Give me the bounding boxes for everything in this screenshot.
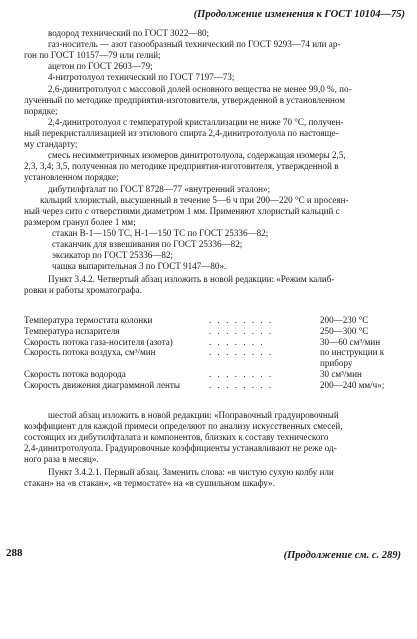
body-line: лученный по методике предприятия-изготовителя, утвержденной в установленном (24, 95, 345, 105)
body-line: ацетон по ГОСТ 2603—79; (48, 61, 153, 71)
body-line: состоящих из дибутилфталата и компонентов, близких к составу технического (24, 432, 329, 442)
conditions-value: 30 см³/мин (320, 368, 362, 379)
body-line: дибутилфталат по ГОСТ 8728—77 «внутренний эталон»; (48, 184, 271, 194)
body-line: 2,6-динитротолуол с массовой долей основного вещества не менее 99,0 %, по- (48, 84, 352, 94)
body-line: кальций хлористый, высушенный в течение 5—6 ч при 200—220 °С и просеян- (40, 195, 349, 205)
conditions-name: Скорость потока водорода (24, 368, 126, 379)
body-line: газ-носитель — азот газообразный технический по ГОСТ 9293—74 или ар- (48, 39, 341, 49)
body-line: ный через сито с отверстиями диаметром 1 мм. Применяют хлористый кальций с (24, 206, 340, 216)
body-line: 2,4-динитротолуола. Градуировочные коэффициенты устанавливают не реже од- (24, 443, 337, 453)
conditions-name: Скорость потока газа-носителя (азота) (24, 336, 173, 347)
conditions-value: прибору (320, 358, 353, 369)
body-line: смесь несимметричных изомеров динитротолуола, содержащая изомеры 2,5, (48, 150, 346, 160)
dot-leader: . . . . . . . . (209, 315, 274, 325)
conditions-row (24, 369, 408, 380)
dot-leader: . . . . . . . . (209, 325, 274, 336)
body-line: коэффициент для каждой примеси определяют по анализу искусственных смесей, (24, 421, 343, 431)
conditions-row (24, 347, 408, 358)
dot-leader: . . . . . . . . (209, 379, 274, 390)
body-line: 2,4-динитротолуол с температурой кристаллизации не ниже 70 °С, получен- (48, 117, 344, 127)
continuation-note: (Продолжение см. с. 289) (283, 550, 401, 561)
body-line: гон по ГОСТ 10157—79 или гелий; (24, 50, 161, 60)
dot-leader: . . . . . . . (209, 336, 265, 347)
conditions-value: 200—230 °С (320, 315, 369, 325)
conditions-value: 250—300 °С (320, 325, 369, 336)
conditions-row (24, 315, 408, 326)
body-line: ный перекристаллизацией из этилового спирта 2,4-динитротолуола по настояще- (24, 128, 339, 138)
conditions-value: 30—60 см³/мин (320, 336, 381, 347)
dot-leader: . . . . . . . . (209, 368, 274, 379)
dot-leader: . . . . . . . . (209, 347, 274, 358)
body-line: Пункт 3.4.2.1. Первый абзац. Заменить слова: «в чистую сухую колбу или (48, 467, 334, 477)
body-line: эксикатор по ГОСТ 25336—82; (52, 250, 174, 260)
body-line: стаканчик для взвешивания по ГОСТ 25336—82; (52, 239, 243, 249)
body-line: Пункт 3.4.2. Четвертый абзац изложить в новой редакции: «Режим калиб- (48, 274, 335, 284)
conditions-row (24, 358, 408, 369)
body-line: размером гранул более 1 мм; (24, 217, 136, 227)
body-line: ного раза в месяц». (24, 454, 99, 464)
body-line: шестой абзац изложить в новой редакции: «Поправочный градуировочный (48, 410, 339, 420)
conditions-row (24, 326, 408, 337)
conditions-name: Температура термостата колонки (24, 315, 153, 325)
body-line: му стандарту; (24, 139, 78, 149)
body-line: 4-нитротолуол технический по ГОСТ 7197—73; (48, 72, 235, 82)
body-line: чашка выпарительная 3 по ГОСТ 9147—80». (52, 261, 227, 271)
conditions-value: 200—240 мм/ч»; (320, 379, 385, 390)
conditions-name: Скорость движения диаграммной ленты (24, 379, 180, 390)
body-line: стакан В-1—150 ТС, Н-1—150 ТС по ГОСТ 25336—82; (52, 228, 269, 238)
body-line: порядке; (24, 106, 58, 116)
body-line: стакан» на «в стакан», «в термостате» на «в сушильном шкафу». (24, 478, 275, 488)
body-line: водород технический по ГОСТ 3022—80; (48, 28, 210, 38)
conditions-name: Температура испарителя (24, 325, 120, 336)
page-header: (Продолжение изменения к ГОСТ 10104—75) (193, 9, 405, 20)
body-line: установленном порядке; (24, 172, 119, 182)
page-number: 288 (6, 547, 23, 559)
conditions-value: по инструкции к (320, 347, 385, 358)
conditions-row (24, 337, 408, 348)
conditions-table (24, 315, 408, 391)
conditions-row (24, 380, 408, 391)
body-line: 2,3, 3,4; 3,5, полученная по методике предприятия-изготовителя, утвержденной в (24, 161, 339, 171)
body-line: ровки и работы хроматографа. (24, 285, 142, 295)
conditions-name: Скорость потока воздуха, см³/мин (24, 347, 156, 358)
